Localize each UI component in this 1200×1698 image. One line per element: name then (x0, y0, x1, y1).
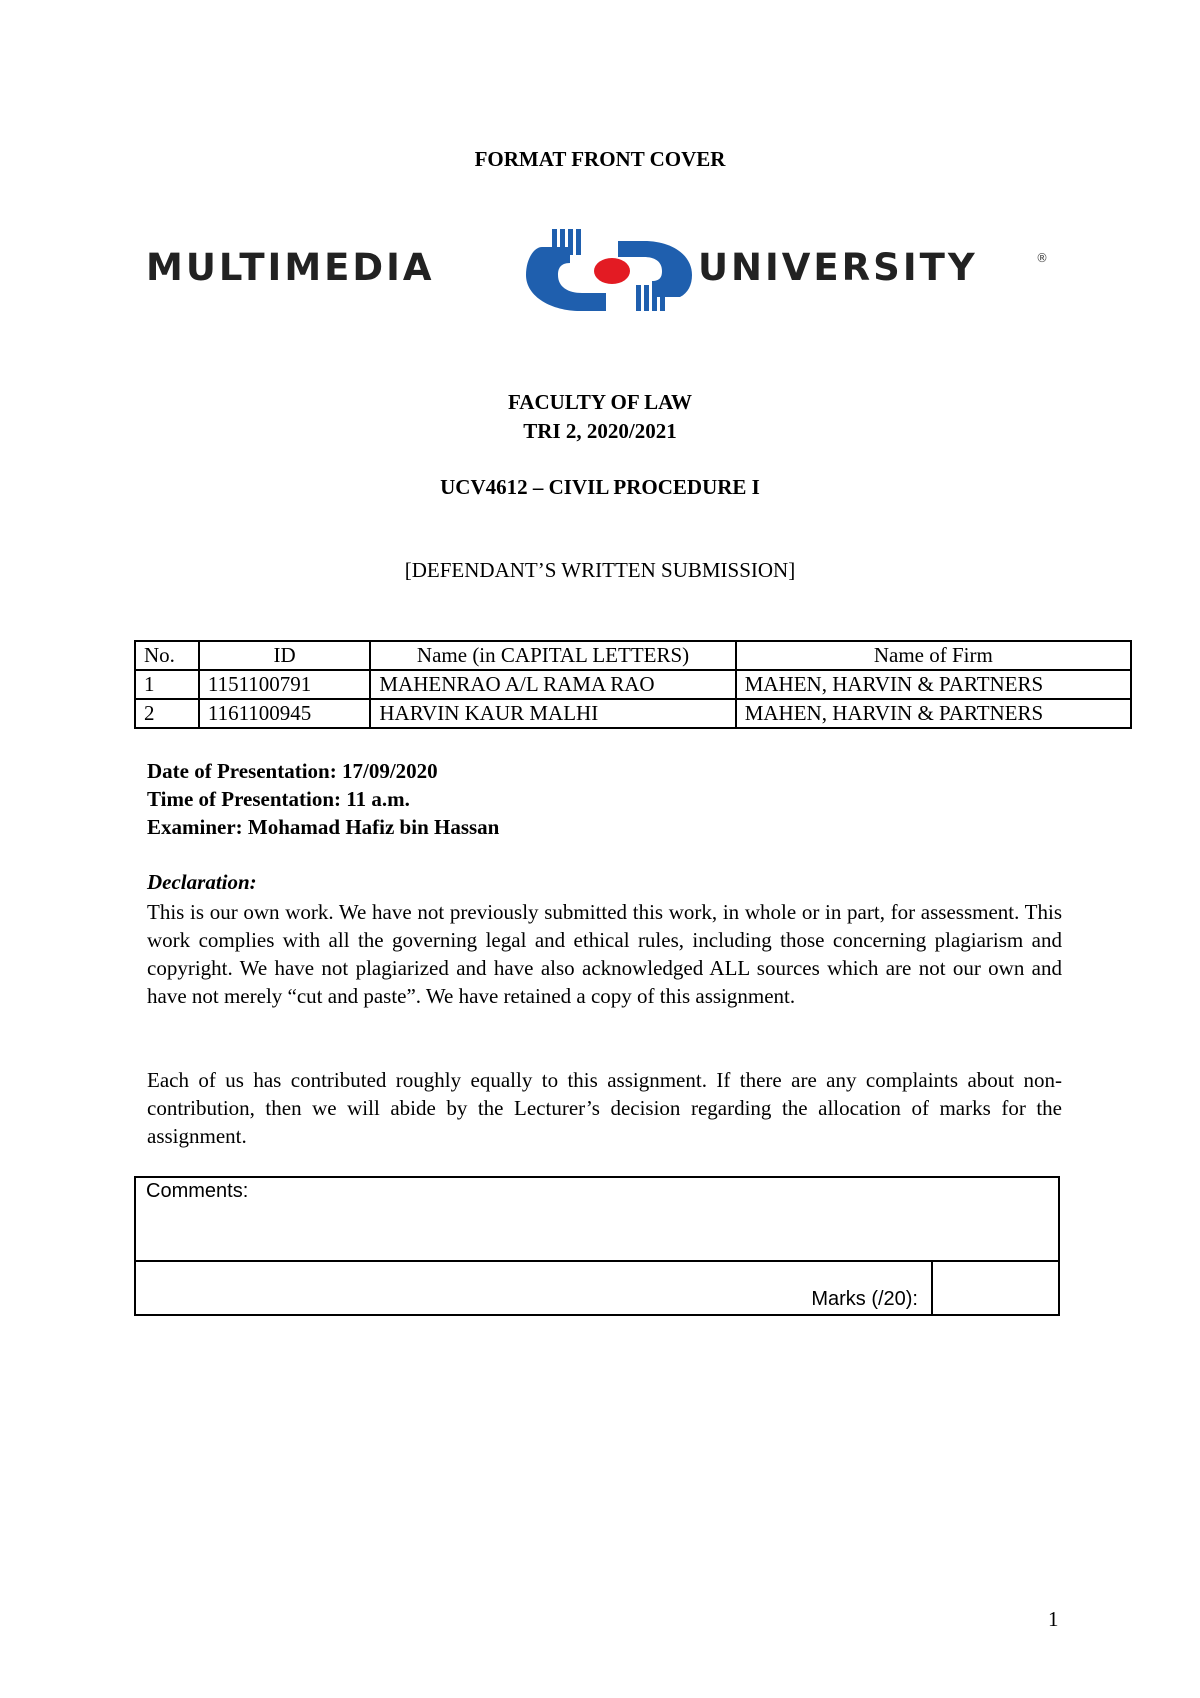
comments-divider (136, 1260, 1058, 1262)
header-name: Name (in CAPITAL LETTERS) (370, 641, 735, 670)
marks-divider (931, 1260, 933, 1314)
presentation-date: Date of Presentation: 17/09/2020 (147, 759, 438, 783)
presentation-time: Time of Presentation: 11 a.m. (147, 787, 410, 811)
university-logo (146, 225, 1066, 315)
registered-mark: ® (1036, 251, 1048, 265)
declaration-paragraph-1: This is our own work. We have not previously submitted this work, in whole or in part, for assessment. This work complies with all the governing legal and ethical rules, including those concerning plagiarism and copyright. We have not plagiarized and have also acknowledged ALL sources which are not our own and have not merely “cut and paste”. We have retained a copy of this assignment. (147, 900, 1062, 1008)
cell-name: MAHENRAO A/L RAMA RAO (370, 670, 735, 699)
page-number: 1 (1048, 1607, 1059, 1631)
cell-id: 1151100791 (199, 670, 371, 699)
faculty-name: FACULTY OF LAW (508, 390, 692, 414)
declaration-title: Declaration: (147, 870, 257, 894)
cover-heading: FORMAT FRONT COVER (474, 147, 726, 171)
declaration-paragraph-2: Each of us has contributed roughly equally to this assignment. If there are any complaints about non-contribution, then we will abide by the Lecturer’s decision regarding the allocation of marks for the assignment. (147, 1068, 1062, 1148)
mmu-emblem-icon (522, 225, 702, 315)
members-table (134, 640, 1132, 729)
course-title: UCV4612 – CIVIL PROCEDURE I (440, 475, 760, 499)
header-no: No. (135, 641, 199, 670)
examiner: Examiner: Mohamad Hafiz bin Hassan (147, 815, 500, 839)
header-firm: Name of Firm (736, 641, 1131, 670)
header-id: ID (199, 641, 371, 670)
cell-id: 1161100945 (199, 699, 371, 728)
marks-label: Marks (/20): (811, 1288, 918, 1310)
table-header-row (135, 641, 1131, 670)
comments-label: Comments: (146, 1180, 249, 1202)
comments-box (134, 1176, 1060, 1316)
cell-firm: MAHEN, HARVIN & PARTNERS (736, 670, 1131, 699)
logo-right-word: UNIVERSITY (698, 246, 978, 289)
table-row (135, 699, 1131, 728)
cell-no: 2 (135, 699, 199, 728)
cell-no: 1 (135, 670, 199, 699)
table-row (135, 670, 1131, 699)
submission-title: [DEFENDANT’S WRITTEN SUBMISSION] (404, 558, 796, 582)
trimester: TRI 2, 2020/2021 (523, 419, 677, 443)
logo-left-word: MULTIMEDIA (146, 246, 435, 289)
cell-firm: MAHEN, HARVIN & PARTNERS (736, 699, 1131, 728)
cell-name: HARVIN KAUR MALHI (370, 699, 735, 728)
